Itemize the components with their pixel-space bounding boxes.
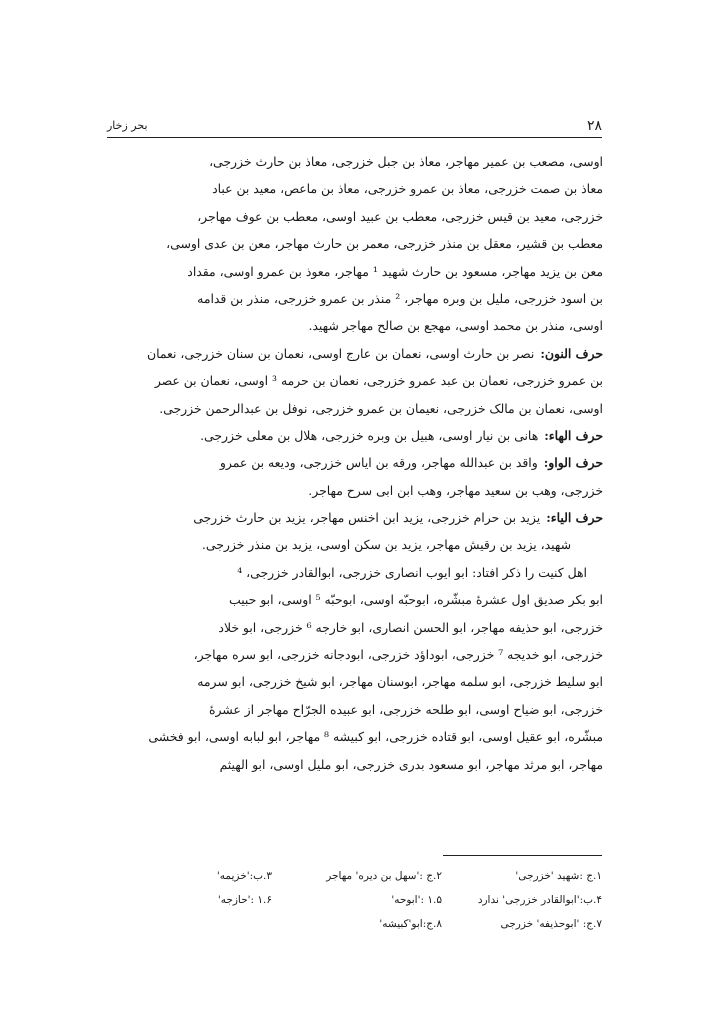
text-line xyxy=(103,203,603,230)
body-text xyxy=(103,148,603,778)
text-line xyxy=(103,641,603,668)
footnote: ۱.۶ :'حازجه' xyxy=(217,894,272,906)
line-text: نصر بن حارث اوسی، نعمان بن عارج اوسی، نعمان بن سنان خزرجی، نعمان xyxy=(147,345,535,361)
footnote: ۷.ج: 'ابوحذیفه' خزرجی xyxy=(500,918,602,930)
line-text: مبشّره، ابو عقیل اوسی، ابو قتاده خزرجی، ابو کبیشه ⁸ مهاجر، ابو لبابه اوسی، ابو فخشی xyxy=(148,729,603,745)
text-line xyxy=(103,586,603,613)
footnote xyxy=(148,912,272,936)
line-text: بن اسود خزرجی، ملیل بن وبره مهاجر، ² منذر بن عمرو خزرجی، منذر بن قدامه xyxy=(197,290,603,306)
text-line xyxy=(103,175,603,202)
text-line xyxy=(103,614,603,641)
text-line xyxy=(103,504,603,531)
text-line xyxy=(103,723,603,750)
text-line xyxy=(103,751,603,778)
line-text: معطب بن قشیر، معقل بن منذر خزرجی، معمر بن حارث مهاجر، معن بن عدی اوسی، xyxy=(166,236,603,252)
text-line xyxy=(103,258,603,285)
text-line xyxy=(103,449,603,476)
line-text: خزرجی، ابو حذیفه مهاجر، ابو الحسن انصاری، ابو خارجه ⁶ خزرجی، ابو خلاد xyxy=(218,619,603,635)
line-text: بن عمرو خزرجی، نعمان بن عبد عمرو خزرجی، نعمان بن حرمه ³ اوسی، نعمان بن عصر xyxy=(154,373,603,389)
text-line xyxy=(103,230,603,257)
line-text: ابو بکر صدیق اول عشرهٔ مبشّره، ابوحبّه اوسی، ابوحبّه ⁵ اوسی، ابو حبیب xyxy=(229,592,603,608)
line-text: هانی بن نیار اوسی، هبیل بن وبره خزرجی، هلال بن معلی خزرجی. xyxy=(200,427,539,443)
footnote-divider xyxy=(443,855,602,856)
text-line xyxy=(103,148,603,175)
text-line xyxy=(103,422,603,449)
section-heading: حرف النون: xyxy=(540,345,603,361)
section-heading: حرف الهاء: xyxy=(544,427,603,443)
page-number: ۲۸ xyxy=(586,118,602,134)
line-text: یزید بن حرام خزرجی، یزید ابن اخنس مهاجر، یزید بن حارث خزرجی xyxy=(193,510,541,526)
footnote: ۳.ب:'خزیمه' xyxy=(216,870,272,882)
text-line xyxy=(103,696,603,723)
section-heading: حرف الواو: xyxy=(543,455,603,471)
line-text: خزرجی، ابو خدیجه ⁷ خزرجی، ابوداؤد خزرجی، ابودجانه خزرجی، ابو سره مهاجر، xyxy=(193,647,603,663)
line-text: اوسی، نعمان بن مالک خزرجی، نعیمان بن عمرو خزرجی، نوفل بن عبدالرحمن خزرجی. xyxy=(159,400,603,416)
header-divider xyxy=(107,137,602,138)
line-text: معاذ بن صمت خزرجی، معاذ بن عمرو خزرجی، معاذ بن ماعص، معید بن عباد xyxy=(212,181,603,197)
text-line xyxy=(103,531,603,558)
line-text: خزرجی، معید بن قیس خزرجی، معطب بن عبید اوسی، معطب بن عوف مهاجر، xyxy=(197,208,603,224)
footnote: ۱.ج :شهید 'خزرجی' xyxy=(515,870,602,882)
text-line xyxy=(103,340,603,367)
section-heading: حرف الیاء: xyxy=(546,510,603,526)
running-title: بحر زخار xyxy=(107,119,148,132)
line-text: خزرجی، وهب بن سعید مهاجر، وهب ابن ابی سرح مهاجر. xyxy=(308,482,603,498)
line-text: مهاجر، ابو مرثد مهاجر، ابو مسعود بدری خزرجی، ابو ملیل اوسی، ابو الهیثم xyxy=(219,756,603,772)
line-text: اوسی، منذر بن محمد اوسی، مهجع بن صالح مهاجر شهید. xyxy=(308,318,603,334)
text-line xyxy=(103,477,603,504)
footnote-row xyxy=(148,888,602,912)
text-line xyxy=(103,312,603,339)
text-line xyxy=(103,395,603,422)
footnote: ۴.ب:'ابوالقادر خزرجی' ندارد xyxy=(477,894,602,906)
text-line xyxy=(103,668,603,695)
line-text: خزرجی، ابو ضیاح اوسی، ابو طلحه خزرجی، ابو عبیده الجرّاح مهاجر از عشرهٔ xyxy=(208,701,603,717)
footnote-row xyxy=(148,864,602,888)
line-text: اهل کنیت را ذکر افتاد: ابو ایوب انصاری خزرجی، ابوالقادر خزرجی، ⁴ xyxy=(237,564,587,580)
line-text: ابو سلیط خزرجی، ابو سلمه مهاجر، ابوسنان مهاجر، ابو شیخ خزرجی، ابو سرمه xyxy=(197,674,603,690)
footnotes xyxy=(148,864,602,936)
footnote: ۸.ج:ابو'کبیشه' xyxy=(379,918,442,930)
text-line xyxy=(103,367,603,394)
footnote-row xyxy=(148,912,602,936)
line-text: شهید، یزید بن رقیش مهاجر، یزید بن سکن اوسی، یزید بن منذر خزرجی. xyxy=(201,537,571,553)
footnote: ۲.ج :'سهل بن دیره' مهاجر xyxy=(326,870,442,882)
line-text: معن بن یزید مهاجر، مسعود بن حارث شهید ¹ مهاجر، معوذ بن عمرو اوسی، مقداد xyxy=(187,263,603,279)
text-line xyxy=(103,559,603,586)
footnote: ۱.۵ :'ابوحه' xyxy=(391,894,442,906)
line-text: اوسی، مصعب بن عمیر مهاجر، معاذ بن جبل خزرجی، معاذ بن حارث خزرجی، xyxy=(209,154,603,169)
line-text: واقد بن عبدالله مهاجر، ورقه بن ایاس خزرجی، ودیعه بن عمرو xyxy=(219,455,538,471)
text-line xyxy=(103,285,603,312)
page-header xyxy=(107,118,602,138)
